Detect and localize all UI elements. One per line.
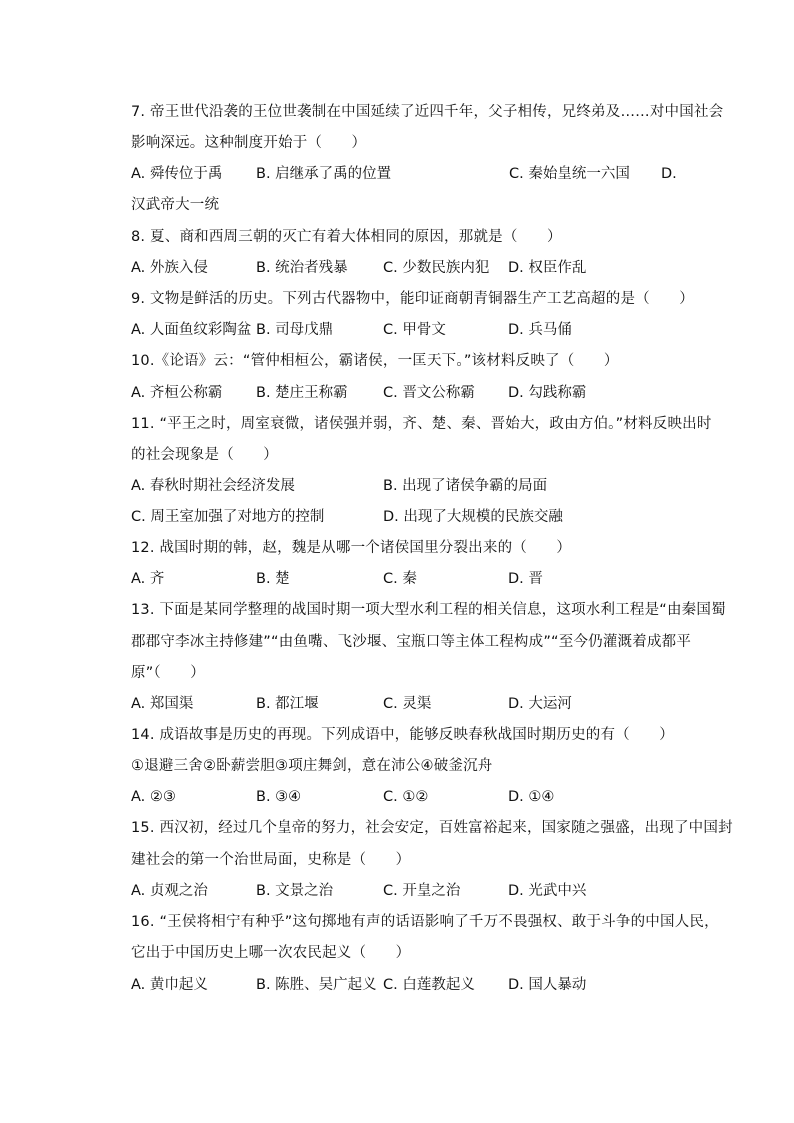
question-12-option-d[interactable]: D. 晋 <box>508 571 543 587</box>
question-13-option-a[interactable]: A. 郑国渠 <box>131 696 194 712</box>
question-7-stem-line-2: 影响深远。这种制度开始于（ ） <box>131 135 367 151</box>
question-7-stem-line-1: 7. 帝王世代沿袭的王位世袭制在中国延续了近四千年，父子相传，兄终弟及……对中国社会 <box>131 104 724 120</box>
question-7-option-d-text[interactable]: 汉武帝大一统 <box>131 197 220 213</box>
question-8-option-c[interactable]: C. 少数民族内犯 <box>383 260 490 276</box>
question-8-option-d[interactable]: D. 权臣作乱 <box>508 260 587 276</box>
question-10-option-b[interactable]: B. 楚庄王称霸 <box>256 385 348 401</box>
question-14-option-d[interactable]: D. ①④ <box>508 789 555 805</box>
question-15-option-d[interactable]: D. 光武中兴 <box>508 883 587 899</box>
question-15-stem-line-2: 建社会的第一个治世局面，史称是（ ） <box>131 852 411 868</box>
question-11-option-d[interactable]: D. 出现了大规模的民族交融 <box>383 509 563 525</box>
question-12-option-c[interactable]: C. 秦 <box>383 571 417 587</box>
question-13-option-d[interactable]: D. 大运河 <box>508 696 572 712</box>
question-14-option-a[interactable]: A. ②③ <box>131 789 176 805</box>
question-8-stem: 8. 夏、商和西周三朝的灭亡有着大体相同的原因，那就是（ ） <box>131 229 562 245</box>
question-11-option-a[interactable]: A. 春秋时期社会经济发展 <box>131 478 295 494</box>
question-10-stem: 10.《论语》云：“管仲相桓公，霸诸侯，一匡天下。”该材料反映了（ ） <box>131 353 619 369</box>
question-7-option-c[interactable]: C. 秦始皇统一六国 <box>509 166 630 182</box>
question-16-option-b[interactable]: B. 陈胜、吴广起义 <box>256 977 377 993</box>
question-9-option-b[interactable]: B. 司母戊鼎 <box>256 322 334 338</box>
question-12-stem: 12. 战国时期的韩，赵，魏是从哪一个诸侯国里分裂出来的（ ） <box>131 540 572 556</box>
question-12-option-b[interactable]: B. 楚 <box>256 571 290 587</box>
question-14-option-c[interactable]: C. ①② <box>383 789 429 805</box>
question-16-option-d[interactable]: D. 国人暴动 <box>508 977 587 993</box>
question-11-option-b[interactable]: B. 出现了诸侯争霸的局面 <box>383 478 548 494</box>
question-9-option-a[interactable]: A. 人面鱼纹彩陶盆 <box>131 322 252 338</box>
question-10-option-a[interactable]: A. 齐桓公称霸 <box>131 385 223 401</box>
question-9-option-c[interactable]: C. 甲骨文 <box>383 322 446 338</box>
question-13-option-b[interactable]: B. 都江堰 <box>256 696 319 712</box>
question-13-option-c[interactable]: C. 灵渠 <box>383 696 432 712</box>
question-11-option-c[interactable]: C. 周王室加强了对地方的控制 <box>131 509 325 525</box>
question-16-option-a[interactable]: A. 黄巾起义 <box>131 977 208 993</box>
question-13-stem-line-2: 郡郡守李冰主持修建”“由鱼嘴、飞沙堰、宝瓶口等主体工程构成”“至今仍灌溉着成都平 <box>131 634 692 650</box>
question-14-stem-line-2: ①退避三舍②卧薪尝胆③项庄舞剑，意在沛公④破釜沉舟 <box>131 758 493 774</box>
question-8-option-a[interactable]: A. 外族入侵 <box>131 260 208 276</box>
question-11-stem-line-1: 11. “平王之时，周室衰微，诸侯强并弱，齐、楚、秦、晋始大，政由方伯。”材料反映出时 <box>131 416 712 432</box>
question-16-stem-line-2: 它出于中国历史上哪一次农民起义（ ） <box>131 945 411 961</box>
question-8-option-b[interactable]: B. 统治者残暴 <box>256 260 348 276</box>
question-15-stem-line-1: 15. 西汉初，经过几个皇帝的努力，社会安定，百姓富裕起来，国家随之强盛，出现了中国封 <box>131 820 733 836</box>
question-14-stem-line-1: 14. 成语故事是历史的再现。下列成语中，能够反映春秋战国时期历史的有（ ） <box>131 727 674 743</box>
question-7-option-b[interactable]: B. 启继承了禹的位置 <box>256 166 392 182</box>
question-10-option-d[interactable]: D. 勾践称霸 <box>508 385 587 401</box>
question-15-option-b[interactable]: B. 文景之治 <box>256 883 334 899</box>
question-14-option-b[interactable]: B. ③④ <box>256 789 302 805</box>
question-7-option-a[interactable]: A. 舜传位于禹 <box>131 166 223 182</box>
question-15-option-c[interactable]: C. 开皇之治 <box>383 883 461 899</box>
question-13-stem-line-3: 原”（ ） <box>131 665 205 681</box>
question-16-stem-line-1: 16. “王侯将相宁有种乎”这句掷地有声的话语影响了千万不畏强权、敢于斗争的中国人民， <box>131 914 719 930</box>
question-13-stem-line-1: 13. 下面是某同学整理的战国时期一项大型水利工程的相关信息，这项水利工程是“由秦国蜀 <box>131 602 726 618</box>
question-10-option-c[interactable]: C. 晋文公称霸 <box>383 385 475 401</box>
question-7-option-d[interactable]: D. <box>661 166 677 182</box>
question-15-option-a[interactable]: A. 贞观之治 <box>131 883 208 899</box>
question-12-option-a[interactable]: A. 齐 <box>131 571 165 587</box>
question-9-stem: 9. 文物是鲜活的历史。下列古代器物中，能印证商朝青铜器生产工艺高超的是（ ） <box>131 291 694 307</box>
question-9-option-d[interactable]: D. 兵马俑 <box>508 322 572 338</box>
question-11-stem-line-2: 的社会现象是（ ） <box>131 447 278 463</box>
question-16-option-c[interactable]: C. 白莲教起义 <box>383 977 475 993</box>
